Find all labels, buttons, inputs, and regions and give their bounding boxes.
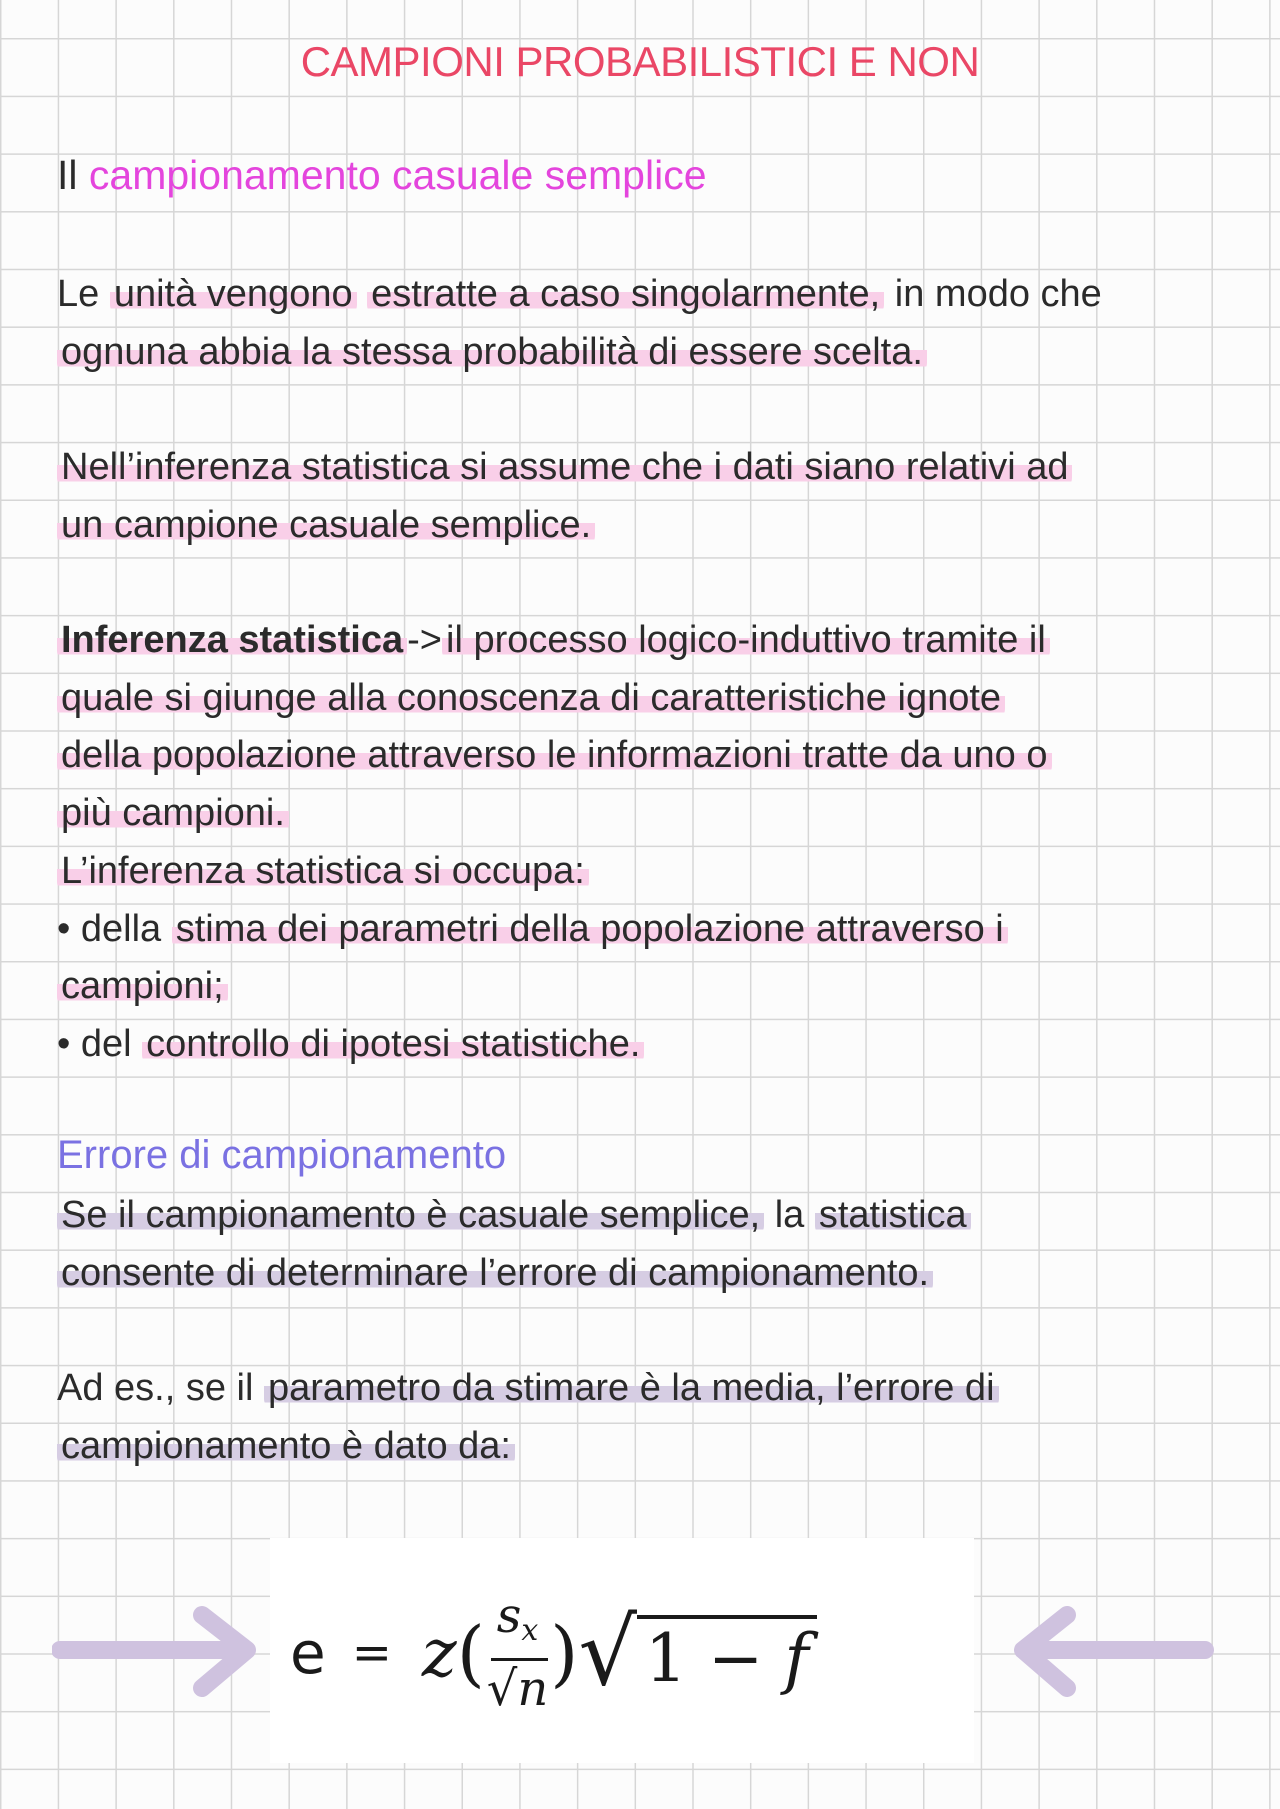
section-heading-campionamento	[57, 152, 707, 199]
formula-radicand	[637, 1615, 817, 1699]
highlighted-text: statistica	[815, 1194, 971, 1236]
denominator-symbol: n	[517, 1658, 548, 1717]
formula-lparen: (	[456, 1611, 485, 1695]
formula-z: z	[421, 1614, 457, 1692]
radicand-one: 1	[645, 1620, 688, 1697]
text-fragment: • della	[57, 907, 162, 950]
paragraph-esempio	[57, 1360, 1227, 1475]
radicand-f: f	[784, 1620, 809, 1697]
paragraph-line	[57, 497, 1227, 555]
radical-sign: √	[578, 1599, 638, 1706]
text-fragment: Le	[57, 273, 100, 315]
heading-highlight: campionamento casuale semplice	[88, 152, 707, 198]
formula-sqrt	[578, 1599, 816, 1706]
section-heading-errore: Errore di campionamento	[57, 1133, 507, 1177]
paragraph-line	[57, 670, 1227, 728]
formula-numerator	[491, 1589, 545, 1661]
formula-box	[270, 1538, 974, 1763]
formula-fraction	[487, 1589, 549, 1717]
highlighted-text: ognuna abbia la stessa probabilità di essere scelta.	[57, 331, 927, 373]
highlighted-text: della popolazione attraverso le informazioni tratte da uno o	[57, 734, 1052, 776]
formula-rparen: )	[550, 1611, 579, 1695]
paragraph-line	[57, 612, 1227, 670]
highlighted-text: unità vengono	[110, 273, 357, 315]
formula-denominator	[487, 1661, 549, 1717]
highlighted-text: estratte a caso singolarmente,	[367, 273, 884, 315]
highlighted-text: più campioni.	[57, 792, 289, 834]
bullet-item	[57, 1016, 1227, 1074]
highlighted-text: Nell’inferenza statistica si assume che i dati siano relativi ad	[57, 446, 1072, 488]
paragraph-line	[57, 843, 1227, 901]
highlighted-text: L’inferenza statistica si occupa:	[57, 850, 589, 892]
highlighted-text: un campione casuale semplice.	[57, 504, 595, 546]
highlighted-text: quale si giunge alla conoscenza di caratteristiche ignote	[57, 677, 1005, 719]
text-fragment: Ad es., se il	[57, 1367, 254, 1409]
paragraph-line	[57, 1245, 1227, 1303]
arrow-left-icon	[1005, 1600, 1220, 1700]
paragraph-line	[57, 1360, 1227, 1418]
formula-lhs: e	[290, 1619, 326, 1687]
numerator-subscript: x	[521, 1613, 539, 1648]
formula-equals: =	[351, 1625, 392, 1681]
arrow-right-icon	[52, 1600, 262, 1700]
highlighted-text: stima dei parametri della popolazione attraverso i	[172, 908, 1008, 950]
text-fragment: • del	[57, 1022, 132, 1065]
paragraph-line	[57, 785, 1227, 843]
text-fragment: in modo che	[894, 273, 1102, 315]
paragraph-line	[57, 1418, 1227, 1476]
highlighted-text: campionamento è dato da:	[57, 1425, 515, 1467]
heading-prefix: Il	[57, 152, 78, 198]
text-fragment: la	[774, 1194, 805, 1236]
radicand-minus: −	[708, 1620, 764, 1697]
arrow-text: ->	[407, 619, 442, 661]
formula-sampling-error	[290, 1578, 817, 1728]
paragraph-inferenza-assunzione	[57, 439, 1227, 554]
paragraph-inferenza-definizione	[57, 612, 1227, 1074]
paragraph-errore	[57, 1187, 1227, 1302]
paragraph-line	[57, 958, 1227, 1016]
highlighted-text: Se il campionamento è casuale semplice,	[57, 1194, 764, 1236]
highlighted-text: controllo di ipotesi statistiche.	[142, 1023, 644, 1065]
highlighted-text: campioni;	[57, 965, 228, 1007]
denominator-root: √	[486, 1661, 518, 1717]
numerator-symbol: s	[496, 1588, 522, 1644]
paragraph-line	[57, 324, 1227, 382]
paragraph-line	[57, 727, 1227, 785]
paragraph-line	[57, 1187, 1227, 1245]
bold-term: Inferenza statistica	[61, 619, 404, 661]
bullet-item	[57, 901, 1227, 959]
highlighted-text: il processo logico-induttivo tramite il	[442, 619, 1050, 661]
paragraph-unita	[57, 266, 1227, 381]
paragraph-line	[57, 266, 1227, 324]
highlighted-text: consente di determinare l’errore di campionamento.	[57, 1252, 933, 1294]
paragraph-line	[57, 439, 1227, 497]
page-title: CAMPIONI PROBABILISTICI E NON	[300, 38, 980, 85]
highlighted-text: parametro da stimare è la media, l’errore di	[264, 1367, 999, 1409]
